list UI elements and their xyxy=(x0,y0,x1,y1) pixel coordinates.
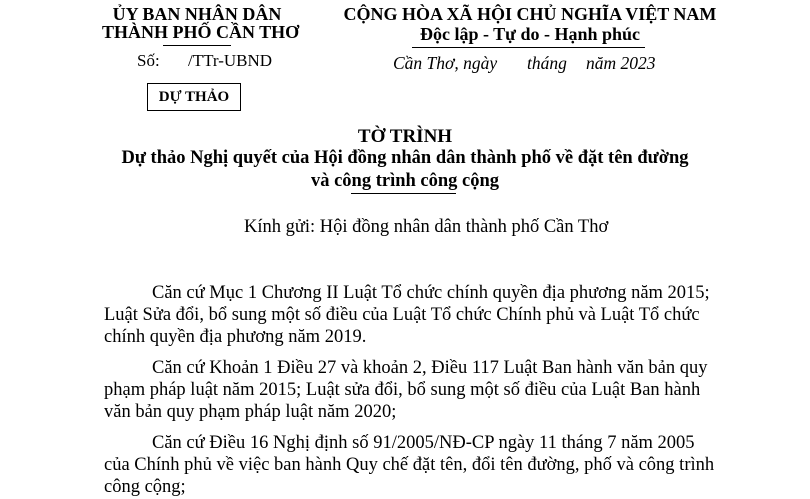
agency-name-line2: THÀNH PHỐ CẦN THƠ xyxy=(102,22,300,42)
paragraph-1-line-1: Căn cứ Mục 1 Chương II Luật Tổ chức chính quyền địa phương năm 2015; xyxy=(152,283,710,303)
paragraph-2-line-2: phạm pháp luật năm 2015; Luật sửa đổi, bổ sung một số điều của Luật Ban hành xyxy=(104,380,701,400)
paragraph-3-line-3: công cộng; xyxy=(104,477,186,497)
document-subtitle-line1: Dự thảo Nghị quyết của Hội đồng nhân dân thành phố về đặt tên đường xyxy=(121,148,689,168)
paragraph-1-line-2: Luật Sửa đổi, bổ sung một số điều của Luật Tổ chức Chính phủ và Luật Tổ chức xyxy=(104,305,700,325)
motto-underline xyxy=(412,47,645,48)
recipient-line: Kính gửi: Hội đồng nhân dân thành phố Cần Thơ xyxy=(244,217,609,237)
motto: Độc lập - Tự do - Hạnh phúc xyxy=(419,24,641,44)
nation-title: CỘNG HÒA XÃ HỘI CHỦ NGHĨA VIỆT NAM xyxy=(343,4,717,24)
paragraph-3-line-2: của Chính phủ về việc ban hành Quy chế đặt tên, đổi tên đường, phố và công trình xyxy=(104,455,715,475)
agency-underline xyxy=(163,45,231,46)
doc-number-suffix: /TTr-UBND xyxy=(188,51,273,70)
draft-stamp: DỰ THẢO xyxy=(147,83,241,111)
title-underline xyxy=(351,193,456,194)
date-place: Cần Thơ, ngày xyxy=(393,53,498,73)
document-subtitle-line2: và công trình công cộng xyxy=(310,171,500,191)
paragraph-2-line-3: văn bản quy phạm pháp luật năm 2020; xyxy=(104,402,397,422)
date-year: năm 2023 xyxy=(586,53,656,73)
paragraph-1-line-3: chính quyền địa phương năm 2019. xyxy=(104,327,367,347)
date-month: tháng xyxy=(527,53,567,73)
document-title: TỜ TRÌNH xyxy=(357,126,453,147)
paragraph-3-line-1: Căn cứ Điều 16 Nghị định số 91/2005/NĐ-CP ngày 11 tháng 7 năm 2005 xyxy=(152,433,695,453)
agency-name-line1: ỦY BAN NHÂN DÂN xyxy=(112,4,282,24)
paragraph-2-line-1: Căn cứ Khoản 1 Điều 27 và khoản 2, Điều 117 Luật Ban hành văn bản quy xyxy=(152,358,708,378)
doc-number-label: Số: xyxy=(137,51,160,70)
